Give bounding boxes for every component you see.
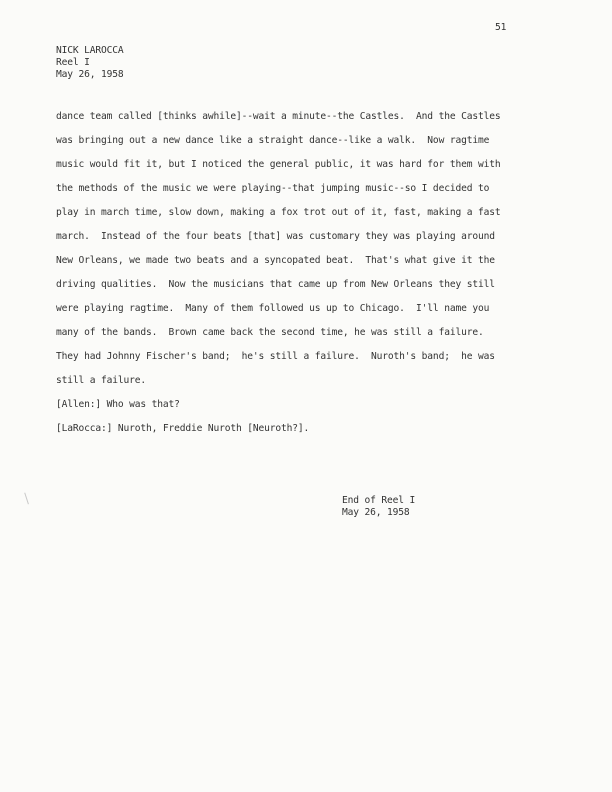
end-of-reel-label: End of Reel I — [342, 495, 416, 506]
body-line: dance team called [thinks awhile]--wait a minute--the Castles. And the Castles — [56, 111, 501, 122]
reel-label: Reel I — [56, 57, 90, 68]
body-line: march. Instead of the four beats [that] was customary they was playing around — [56, 231, 495, 242]
stray-ink-mark — [24, 492, 32, 505]
body-line: driving qualities. Now the musicians that came up from New Orleans they still — [56, 279, 495, 290]
body-line: was bringing out a new dance like a straight dance--like a walk. Now ragtime — [56, 135, 490, 146]
body-line: New Orleans, we made two beats and a syncopated beat. That's what give it the — [56, 255, 495, 266]
body-line: play in march time, slow down, making a fox trot out of it, fast, making a fast — [56, 207, 501, 218]
body-line: They had Johnny Fischer's band; he's still a failure. Nuroth's band; he was — [56, 351, 495, 362]
dialogue-line-larocca: [LaRocca:] Nuroth, Freddie Nuroth [Neuroth?]. — [56, 423, 310, 434]
body-line: many of the bands. Brown came back the second time, he was still a failure. — [56, 327, 484, 338]
interviewee-name: NICK LAROCCA — [56, 45, 124, 56]
body-line: were playing ragtime. Many of them followed us up to Chicago. I'll name you — [56, 303, 490, 314]
dialogue-line-allen: [Allen:] Who was that? — [56, 399, 180, 410]
end-date: May 26, 1958 — [342, 507, 410, 518]
body-line: music would fit it, but I noticed the general public, it was hard for them with — [56, 159, 501, 170]
page-number: 51 — [495, 22, 507, 33]
body-line: still a failure. — [56, 375, 147, 386]
body-line: the methods of the music we were playing--that jumping music--so I decided to — [56, 183, 490, 194]
interview-date: May 26, 1958 — [56, 69, 124, 80]
